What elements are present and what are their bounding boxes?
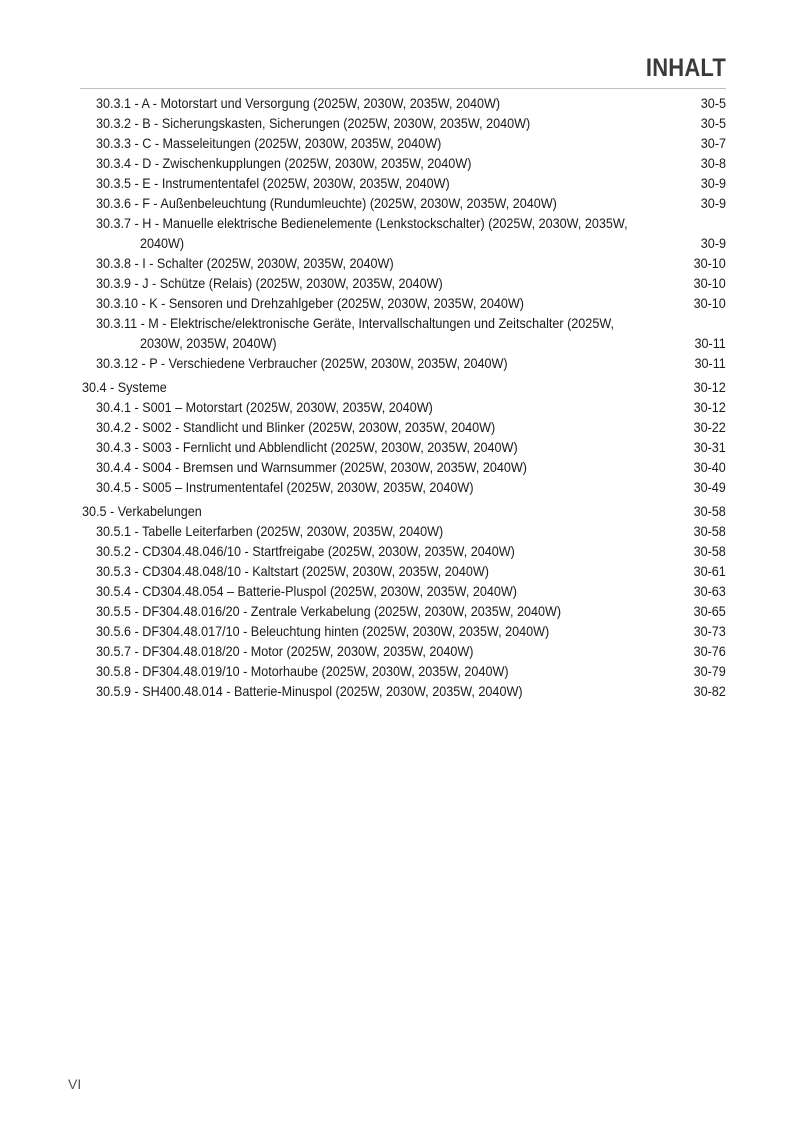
toc-entry[interactable]	[0, 601, 794, 621]
toc-entry-page: 30-9	[700, 175, 726, 191]
toc-entry[interactable]	[0, 457, 794, 477]
toc-entry-text: 30.4.3 - S003 - Fernlicht und Abblendlicht (2025W, 2030W, 2035W, 2040W)	[96, 439, 518, 455]
toc-entry-page: 30-22	[693, 419, 726, 435]
toc-entry-page: 30-82	[693, 683, 726, 699]
toc-entry-page: 30-65	[693, 603, 726, 619]
toc-entry[interactable]	[0, 93, 794, 113]
toc-entry[interactable]	[0, 541, 794, 561]
toc-entry-text: 30.4.5 - S005 – Instrumententafel (2025W, 2030W, 2035W, 2040W)	[96, 479, 474, 495]
toc-entry-text: 30.3.10 - K - Sensoren und Drehzahlgeber (2025W, 2030W, 2035W, 2040W)	[96, 295, 524, 311]
toc-entry-page: 30-63	[693, 583, 726, 599]
toc-entry[interactable]	[0, 641, 794, 661]
toc-entry-text: 30.3.3 - C - Masseleitungen (2025W, 2030W, 2035W, 2040W)	[96, 135, 442, 151]
toc-entry-text: 30.5.4 - CD304.48.054 – Batterie-Pluspol (2025W, 2030W, 2035W, 2040W)	[96, 583, 517, 599]
toc-entry-page: 30-58	[693, 543, 726, 559]
toc-entry[interactable]	[0, 273, 794, 293]
toc-entry[interactable]	[0, 621, 794, 641]
toc-entry[interactable]	[0, 133, 794, 153]
toc-entry-page: 30-10	[693, 275, 726, 291]
toc-entry[interactable]	[0, 113, 794, 133]
toc-entry-page: 30-9	[700, 195, 726, 211]
toc-entry-page: 30-58	[693, 503, 726, 519]
toc-entry[interactable]	[0, 661, 794, 681]
toc-entry-page: 30-76	[693, 643, 726, 659]
toc-entry[interactable]	[0, 213, 794, 233]
toc-entry[interactable]	[0, 293, 794, 313]
toc-entry[interactable]	[0, 681, 794, 701]
toc-entry[interactable]	[0, 417, 794, 437]
toc-entry-text: 30.5.6 - DF304.48.017/10 - Beleuchtung hinten (2025W, 2030W, 2035W, 2040W)	[96, 623, 550, 639]
toc-entry-text: 30.3.2 - B - Sicherungskasten, Sicherungen (2025W, 2030W, 2035W, 2040W)	[96, 115, 531, 131]
toc-entry-text: 2030W, 2035W, 2040W)	[140, 335, 277, 351]
toc-entry-text: 30.3.11 - M - Elektrische/elektronische Geräte, Intervallschaltungen und Zeitschalter (2025W,	[96, 315, 615, 331]
toc-entry-text: 30.3.8 - I - Schalter (2025W, 2030W, 2035W, 2040W)	[96, 255, 394, 271]
toc-section[interactable]	[0, 377, 794, 397]
toc-entry[interactable]	[0, 153, 794, 173]
toc-entry-continued[interactable]	[0, 233, 794, 253]
toc-entry[interactable]	[0, 437, 794, 457]
toc-entry-text: 30.3.9 - J - Schütze (Relais) (2025W, 2030W, 2035W, 2040W)	[96, 275, 443, 291]
toc-entry-page: 30-12	[693, 399, 726, 415]
toc-entry-page: 30-31	[693, 439, 726, 455]
toc-entry-page: 30-11	[694, 355, 726, 371]
toc-entry[interactable]	[0, 521, 794, 541]
toc-entry-text: 30.3.5 - E - Instrumententafel (2025W, 2030W, 2035W, 2040W)	[96, 175, 450, 191]
toc-entry-continued[interactable]	[0, 333, 794, 353]
toc-entry-text: 30.3.7 - H - Manuelle elektrische Bedienelemente (Lenkstockschalter) (2025W, 2030W, 2035W,	[96, 215, 628, 231]
toc-entry-text: 30.5.9 - SH400.48.014 - Batterie-Minuspol (2025W, 2030W, 2035W, 2040W)	[96, 683, 523, 699]
toc-entry-text: 30.5.5 - DF304.48.016/20 - Zentrale Verkabelung (2025W, 2030W, 2035W, 2040W)	[96, 603, 562, 619]
toc-entry[interactable]	[0, 581, 794, 601]
toc-entry-page: 30-49	[693, 479, 726, 495]
toc-section[interactable]	[0, 501, 794, 521]
toc-entry-page: 30-61	[693, 563, 726, 579]
toc-entry-text: 30.3.12 - P - Verschiedene Verbraucher (2025W, 2030W, 2035W, 2040W)	[96, 355, 508, 371]
toc-entry-page: 30-10	[693, 295, 726, 311]
table-of-contents	[0, 93, 794, 701]
toc-entry[interactable]	[0, 253, 794, 273]
toc-entry-text: 30.5.7 - DF304.48.018/20 - Motor (2025W, 2030W, 2035W, 2040W)	[96, 643, 474, 659]
page-title: INHALT	[645, 54, 726, 82]
toc-entry[interactable]	[0, 561, 794, 581]
toc-entry[interactable]	[0, 193, 794, 213]
toc-entry-text: 30.5.3 - CD304.48.048/10 - Kaltstart (2025W, 2030W, 2035W, 2040W)	[96, 563, 489, 579]
toc-entry-page: 30-10	[693, 255, 726, 271]
toc-entry-text: 30.5.1 - Tabelle Leiterfarben (2025W, 2030W, 2035W, 2040W)	[96, 523, 444, 539]
toc-entry-page: 30-11	[694, 335, 726, 351]
toc-entry-page: 30-79	[693, 663, 726, 679]
toc-entry-text: 30.4.4 - S004 - Bremsen und Warnsummer (2025W, 2030W, 2035W, 2040W)	[96, 459, 527, 475]
header-divider	[80, 88, 726, 89]
toc-entry[interactable]	[0, 353, 794, 373]
toc-entry[interactable]	[0, 397, 794, 417]
toc-entry-page: 30-73	[693, 623, 726, 639]
toc-entry-page: 30-8	[700, 155, 726, 171]
toc-entry-text: 30.4.2 - S002 - Standlicht und Blinker (2025W, 2030W, 2035W, 2040W)	[96, 419, 496, 435]
toc-entry[interactable]	[0, 477, 794, 497]
toc-entry-page: 30-5	[700, 95, 726, 111]
toc-entry-page: 30-58	[693, 523, 726, 539]
toc-section-text: 30.5 - Verkabelungen	[82, 503, 202, 519]
toc-section-text: 30.4 - Systeme	[82, 379, 167, 395]
toc-entry-page: 30-40	[693, 459, 726, 475]
toc-entry-text: 30.3.1 - A - Motorstart und Versorgung (2025W, 2030W, 2035W, 2040W)	[96, 95, 501, 111]
toc-entry-text: 30.3.6 - F - Außenbeleuchtung (Rundumleuchte) (2025W, 2030W, 2035W, 2040W)	[96, 195, 557, 211]
toc-entry-text: 2040W)	[140, 235, 185, 251]
toc-entry-text: 30.4.1 - S001 – Motorstart (2025W, 2030W, 2035W, 2040W)	[96, 399, 433, 415]
toc-entry-page: 30-12	[693, 379, 726, 395]
toc-entry-page: 30-9	[700, 235, 726, 251]
toc-entry-page: 30-7	[700, 135, 726, 151]
toc-entry[interactable]	[0, 173, 794, 193]
toc-entry-text: 30.5.8 - DF304.48.019/10 - Motorhaube (2025W, 2030W, 2035W, 2040W)	[96, 663, 509, 679]
toc-entry-text: 30.3.4 - D - Zwischenkupplungen (2025W, 2030W, 2035W, 2040W)	[96, 155, 472, 171]
toc-entry[interactable]	[0, 313, 794, 333]
toc-entry-text: 30.5.2 - CD304.48.046/10 - Startfreigabe (2025W, 2030W, 2035W, 2040W)	[96, 543, 515, 559]
toc-entry-page: 30-5	[700, 115, 726, 131]
page-number: VI	[68, 1076, 82, 1092]
